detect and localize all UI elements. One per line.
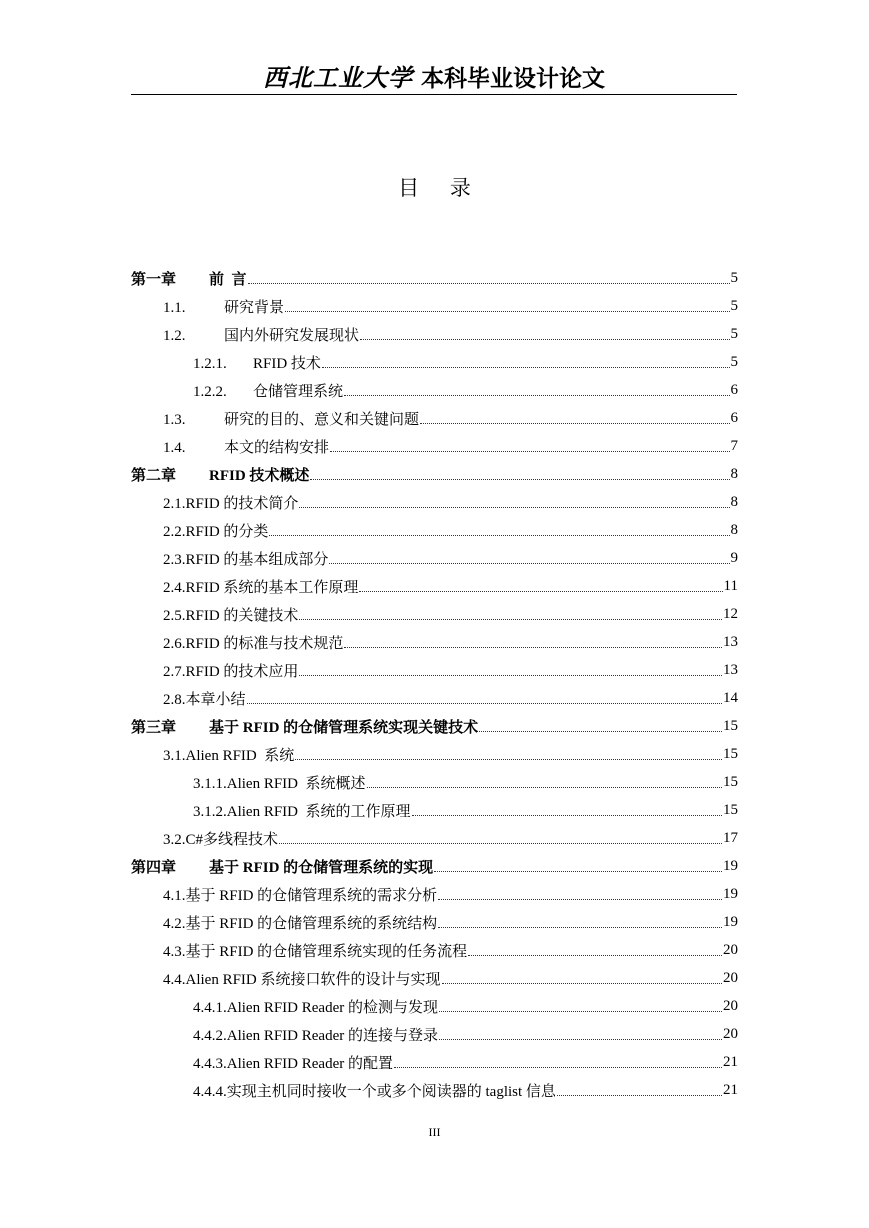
dot-leader	[299, 674, 722, 676]
section-title: 2.6.RFID 的标准与技术规范	[163, 635, 344, 652]
section-title: 4.1.基于 RFID 的仓储管理系统的需求分析	[163, 887, 438, 904]
page-ref: 19	[723, 913, 738, 930]
toc-entry[interactable]	[131, 264, 738, 292]
dot-leader	[299, 506, 729, 508]
section-title: RFID 技术	[253, 355, 321, 372]
toc-entry[interactable]	[131, 852, 738, 880]
page-ref: 14	[723, 689, 738, 706]
toc-entry-label	[163, 492, 298, 513]
toc-entry[interactable]	[131, 684, 738, 712]
toc-entry-label	[163, 660, 298, 681]
toc-entry[interactable]	[131, 488, 738, 516]
toc-entry-label	[163, 408, 419, 429]
toc-entry[interactable]	[131, 544, 738, 572]
toc-entry[interactable]	[131, 712, 738, 740]
chapter-title: 基于 RFID 的仓储管理系统的实现	[209, 859, 434, 876]
page-ref: 11	[723, 577, 738, 594]
toc-entry[interactable]	[131, 796, 738, 824]
page-ref: 8	[730, 493, 738, 510]
dot-leader	[248, 282, 730, 284]
section-title: 2.5.RFID 的关键技术	[163, 607, 299, 624]
page-ref: 5	[730, 269, 738, 286]
toc-entry-label	[193, 1080, 556, 1101]
section-title: 4.4.3.Alien RFID Reader 的配置	[193, 1055, 393, 1072]
section-number: 1.1.	[163, 299, 186, 316]
toc-entry-label	[131, 464, 309, 485]
section-number: 1.2.1.	[193, 355, 227, 372]
header-rule	[131, 94, 737, 95]
dot-leader	[279, 842, 722, 844]
section-title: 3.1.Alien RFID 系统	[163, 747, 295, 764]
section-title: 4.4.4.实现主机同时接收一个或多个阅读器的 taglist 信息	[193, 1083, 556, 1100]
section-title: 研究的目的、意义和关键问题	[224, 411, 420, 428]
toc-entry[interactable]	[131, 460, 738, 488]
toc-entry-label	[163, 688, 246, 709]
dot-leader	[344, 394, 729, 396]
dot-leader	[412, 814, 722, 816]
dot-leader	[269, 534, 729, 536]
toc-entry[interactable]	[131, 768, 738, 796]
page-ref: 9	[730, 549, 738, 566]
toc-entry[interactable]	[131, 908, 738, 936]
section-title: 2.4.RFID 系统的基本工作原理	[163, 579, 359, 596]
toc-entry[interactable]	[131, 992, 738, 1020]
dot-leader	[299, 618, 722, 620]
page-ref: 15	[723, 745, 738, 762]
toc-entry-label	[163, 604, 298, 625]
section-title: 研究背景	[224, 299, 285, 316]
dot-leader	[310, 478, 729, 480]
section-number: 1.2.2.	[193, 383, 227, 400]
page-ref: 7	[730, 437, 738, 454]
section-title: 4.4.Alien RFID 系统接口软件的设计与实现	[163, 971, 441, 988]
dot-leader	[360, 338, 729, 340]
page-ref: 20	[723, 997, 738, 1014]
page-ref: 19	[723, 885, 738, 902]
page-ref: 21	[723, 1081, 738, 1098]
page-ref: 17	[723, 829, 738, 846]
dot-leader	[247, 702, 722, 704]
section-title: 国内外研究发展现状	[224, 327, 360, 344]
toc-entry[interactable]	[131, 824, 738, 852]
toc-entry-label	[193, 352, 321, 373]
dot-leader	[329, 562, 729, 564]
page-ref: 15	[723, 717, 738, 734]
page-number: III	[428, 1125, 441, 1139]
toc-entry[interactable]	[131, 516, 738, 544]
section-title: 4.3.基于 RFID 的仓储管理系统实现的任务流程	[163, 943, 468, 960]
toc-entry[interactable]	[131, 1076, 738, 1104]
toc-entry-label	[163, 968, 441, 989]
section-title: 2.7.RFID 的技术应用	[163, 663, 299, 680]
toc-entry[interactable]	[131, 1048, 738, 1076]
toc-entry[interactable]	[131, 376, 738, 404]
toc-entry[interactable]	[131, 600, 738, 628]
page-ref: 5	[730, 297, 738, 314]
section-title: 4.2.基于 RFID 的仓储管理系统的系统结构	[163, 915, 438, 932]
toc-entry[interactable]	[131, 404, 738, 432]
dot-leader	[344, 646, 722, 648]
dot-leader	[439, 1010, 722, 1012]
toc-entry[interactable]	[131, 572, 738, 600]
dot-leader	[322, 366, 730, 368]
toc-entry-label	[163, 828, 278, 849]
toc-entry[interactable]	[131, 740, 738, 768]
dot-leader	[438, 926, 722, 928]
toc-entry[interactable]	[131, 432, 738, 460]
section-title: 2.3.RFID 的基本组成部分	[163, 551, 329, 568]
dot-leader	[420, 422, 729, 424]
section-title: 3.2.C#多线程技术	[163, 831, 279, 848]
toc-entry[interactable]	[131, 292, 738, 320]
dot-leader	[434, 870, 722, 872]
page-ref: 5	[730, 353, 738, 370]
page-ref: 13	[723, 661, 738, 678]
toc-title: 目 录	[398, 176, 483, 200]
section-number: 1.2.	[163, 327, 186, 344]
page-ref: 20	[723, 969, 738, 986]
dot-leader	[479, 730, 722, 732]
chapter-number: 第一章	[131, 271, 177, 288]
toc-entry[interactable]	[131, 964, 738, 992]
dot-leader	[468, 954, 722, 956]
page-ref: 13	[723, 633, 738, 650]
toc-entry-label	[163, 520, 268, 541]
dot-leader	[439, 1038, 722, 1040]
toc-entry[interactable]	[131, 880, 738, 908]
toc-entry-label	[163, 548, 328, 569]
section-number: 1.4.	[163, 439, 186, 456]
page-ref: 15	[723, 801, 738, 818]
toc-entry[interactable]	[131, 348, 738, 376]
page-ref: 20	[723, 941, 738, 958]
page-ref: 21	[723, 1053, 738, 1070]
dot-leader	[442, 982, 722, 984]
toc-entry-label	[163, 576, 358, 597]
toc-entry-label	[193, 800, 411, 821]
dot-leader	[557, 1094, 722, 1096]
page-ref: 8	[730, 521, 738, 538]
toc-entry[interactable]	[131, 656, 738, 684]
toc-entry-label	[193, 1024, 438, 1045]
page-ref: 6	[730, 409, 738, 426]
dot-leader	[359, 590, 722, 592]
thesis-type: 本科毕业设计论文	[421, 66, 605, 92]
toc-entry[interactable]	[131, 1020, 738, 1048]
page-ref: 12	[723, 605, 738, 622]
toc-entry-label	[163, 296, 284, 317]
section-title: 2.2.RFID 的分类	[163, 523, 269, 540]
chapter-title: 前 言	[209, 271, 247, 288]
section-title: 2.1.RFID 的技术简介	[163, 495, 299, 512]
toc-entry-label	[163, 912, 437, 933]
section-title: 3.1.2.Alien RFID 系统的工作原理	[193, 803, 411, 820]
toc-entry-label	[163, 436, 329, 457]
toc-entry-label	[163, 884, 437, 905]
page-header	[131, 58, 737, 94]
university-name: 西北工业大学	[263, 63, 413, 92]
section-number: 1.3.	[163, 411, 186, 428]
chapter-number: 第三章	[131, 719, 177, 736]
page-ref: 15	[723, 773, 738, 790]
toc-entry-label	[193, 996, 438, 1017]
toc-entry-label	[193, 380, 343, 401]
section-title: 4.4.1.Alien RFID Reader 的检测与发现	[193, 999, 438, 1016]
section-title: 3.1.1.Alien RFID 系统概述	[193, 775, 366, 792]
chapter-number: 第四章	[131, 859, 177, 876]
toc-entry[interactable]	[131, 320, 738, 348]
page-ref: 6	[730, 381, 738, 398]
table-of-contents	[131, 264, 738, 1104]
toc-entry[interactable]	[131, 628, 738, 656]
dot-leader	[330, 450, 729, 452]
toc-entry-label	[131, 856, 433, 877]
section-title: 4.4.2.Alien RFID Reader 的连接与登录	[193, 1027, 438, 1044]
toc-entry-label	[163, 324, 359, 345]
toc-entry-label	[163, 744, 294, 765]
section-title: 仓储管理系统	[253, 383, 344, 400]
toc-entry[interactable]	[131, 936, 738, 964]
dot-leader	[394, 1066, 722, 1068]
section-title: 2.8.本章小结	[163, 691, 246, 708]
dot-leader	[295, 758, 722, 760]
toc-entry-label	[131, 716, 478, 737]
chapter-title: RFID 技术概述	[209, 467, 310, 484]
chapter-number: 第二章	[131, 467, 177, 484]
toc-entry-label	[193, 1052, 393, 1073]
toc-entry-label	[163, 940, 467, 961]
page-ref: 8	[730, 465, 738, 482]
section-title: 本文的结构安排	[224, 439, 330, 456]
dot-leader	[438, 898, 722, 900]
page-ref: 20	[723, 1025, 738, 1042]
page-ref: 19	[723, 857, 738, 874]
dot-leader	[285, 310, 729, 312]
toc-entry-label	[131, 268, 247, 289]
toc-entry-label	[163, 632, 343, 653]
chapter-title: 基于 RFID 的仓储管理系统实现关键技术	[209, 719, 479, 736]
dot-leader	[367, 786, 722, 788]
toc-entry-label	[193, 772, 366, 793]
page-ref: 5	[730, 325, 738, 342]
